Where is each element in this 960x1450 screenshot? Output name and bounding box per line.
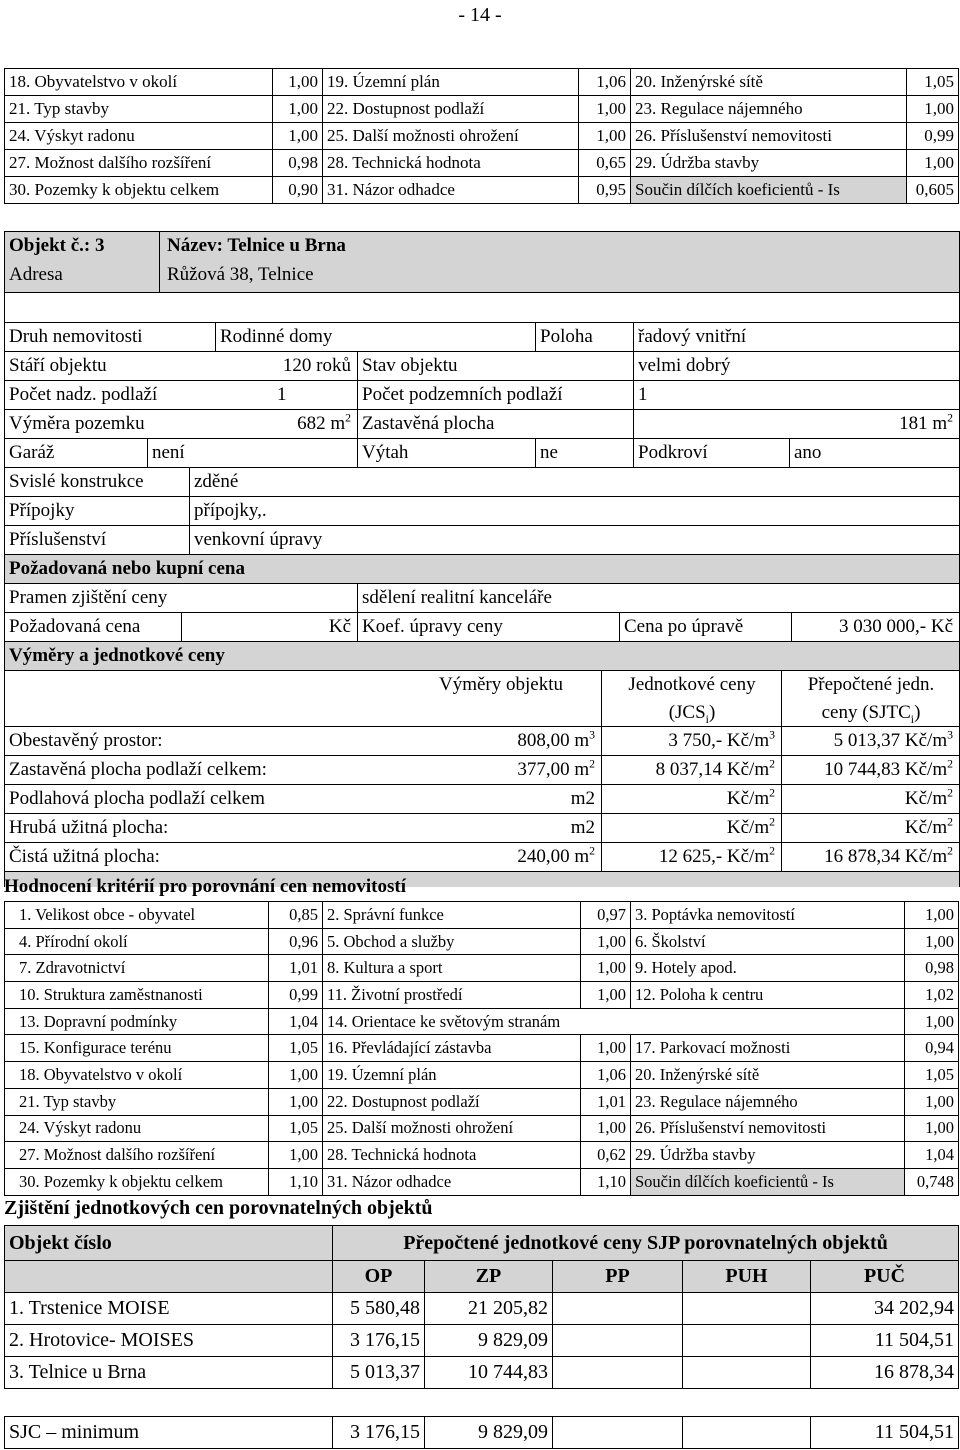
garaz-value: není xyxy=(147,439,357,467)
criterion-value: 1,00 xyxy=(579,96,631,123)
row-podlazi xyxy=(5,380,959,409)
criteria-row xyxy=(5,1088,959,1115)
vymera-value-wrap xyxy=(205,410,357,438)
criterion-value: 0,98 xyxy=(273,150,323,177)
object-name: 1. Trstenice MOISE xyxy=(5,1293,333,1325)
criterion-label: 24. Výskyt radonu xyxy=(5,1115,269,1142)
criterion-value: 1,05 xyxy=(905,1062,959,1089)
criterion-label: 17. Parkovací možnosti xyxy=(631,1035,905,1062)
object-name: 3. Telnice u Brna xyxy=(5,1357,333,1389)
price-cell: 3 176,15 xyxy=(333,1325,425,1357)
col-area: Výměry objektu xyxy=(438,674,563,695)
min-value: 9 829,09 xyxy=(425,1417,553,1449)
col-conv-end: ) xyxy=(914,702,921,723)
object-number: Objekt č.: 3 xyxy=(9,235,105,256)
comparison-row xyxy=(5,1357,959,1389)
price-cell: 5 013,37 xyxy=(333,1357,425,1389)
col-puc: PUČ xyxy=(811,1261,959,1293)
criterion-value: 0,97 xyxy=(581,902,631,929)
unit-price: $Kč/m^2$ xyxy=(601,814,781,842)
zast-value: 181 m xyxy=(899,413,948,434)
col-conv-price xyxy=(781,671,960,727)
zast-label: Zastavěná plocha xyxy=(357,410,633,438)
criterion-value: 1,00 xyxy=(905,1088,959,1115)
col-zp: ZP xyxy=(425,1261,553,1293)
stari-label: Stáří objektu xyxy=(9,355,107,376)
area-row xyxy=(5,813,959,842)
area-row xyxy=(5,755,959,784)
unit-price: 12 625,- $Kč/m^2$ xyxy=(601,843,781,871)
criterion-label: 12. Poloha k centru xyxy=(631,982,905,1009)
criterion-value: 0,99 xyxy=(269,982,323,1009)
druh-value: Rodinné domy xyxy=(215,323,535,351)
criterion-value: 1,00 xyxy=(905,928,959,955)
converted-price: $Kč/m^2$ xyxy=(781,814,959,842)
criterion-label: 16. Převládající zástavba xyxy=(323,1035,581,1062)
criterion-value: 1,00 xyxy=(579,123,631,150)
col-conv-sub: i xyxy=(910,712,915,726)
col-unit-1: Jednotkové ceny xyxy=(628,674,756,695)
criterion-value: 1,00 xyxy=(905,1115,959,1142)
criteria-row xyxy=(5,69,959,96)
criteria-row xyxy=(5,123,959,150)
criteria-row xyxy=(5,902,959,929)
criterion-label: 2. Správní funkce xyxy=(323,902,581,929)
criterion-label: 22. Dostupnost podlaží xyxy=(323,1088,581,1115)
after-price-value: 3 030 000,- Kč xyxy=(791,613,959,641)
pripojky-value: přípojky,. xyxy=(189,497,959,525)
criterion-label: 23. Regulace nájemného xyxy=(631,1088,905,1115)
vymera-unit-exp: 2 xyxy=(345,411,351,425)
zast-unit-exp: 2 xyxy=(947,411,953,425)
area-value: m2 xyxy=(570,788,595,809)
criterion-label: 21. Typ stavby xyxy=(5,96,273,123)
podz-label: Počet podzemních podlaží xyxy=(357,381,633,409)
price-cell: 9 829,09 xyxy=(425,1325,553,1357)
min-value: 11 504,51 xyxy=(811,1417,959,1449)
coef-label: Koef. úpravy ceny xyxy=(357,613,619,641)
criterion-label: 18. Obyvatelstvo v okolí xyxy=(5,1062,269,1089)
pripojky-label: Přípojky xyxy=(9,500,75,521)
criteria-row xyxy=(5,928,959,955)
stav-value: velmi dobrý xyxy=(633,352,959,380)
head-prices: Přepočtené jednotkové ceny SJP porovnatelných objektů xyxy=(333,1226,959,1261)
stav-label: Stav objektu xyxy=(357,352,633,380)
source-label: Pramen zjištění ceny xyxy=(9,587,168,608)
areas-title-text: Výměry a jednotkové ceny xyxy=(9,645,225,666)
criterion-label: 23. Regulace nájemného xyxy=(631,96,907,123)
object-name: Název: Telnice u Brna xyxy=(167,235,346,256)
criterion-label: 29. Údržba stavby xyxy=(631,150,907,177)
criterion-value: 1,00 xyxy=(273,123,323,150)
col-conv-1: Přepočtené jedn. xyxy=(807,674,935,695)
vytah-label: Výtah xyxy=(357,439,535,467)
criterion-value: 1,05 xyxy=(269,1115,323,1142)
price-cell: 21 205,82 xyxy=(425,1293,553,1325)
criterion-label: 28. Technická hodnota xyxy=(323,150,579,177)
unit-price: 8 037,14 $Kč/m^2$ xyxy=(601,756,781,784)
row-source xyxy=(5,583,959,612)
criterion-label: 25. Další možnosti ohrožení xyxy=(323,1115,581,1142)
price-cell xyxy=(553,1293,683,1325)
row-pripojky xyxy=(5,496,959,525)
criterion-label: 19. Územní plán xyxy=(323,1062,581,1089)
price-cell xyxy=(553,1357,683,1389)
criterion-label: 26. Příslušenství nemovitosti xyxy=(631,1115,905,1142)
after-price-label: Cena po úpravě xyxy=(619,613,791,641)
price-cell: 34 202,94 xyxy=(811,1293,959,1325)
criterion-label: 15. Konfigurace terénu xyxy=(5,1035,269,1062)
head-obj: Objekt číslo xyxy=(5,1226,333,1261)
criterion-label: Součin dílčích koeficientů - Is xyxy=(631,177,907,204)
stari-value: 120 roků xyxy=(282,355,351,376)
price-cell: 10 744,83 xyxy=(425,1357,553,1389)
area-value: 240,00 $m^2$ xyxy=(517,844,595,867)
price-cell xyxy=(683,1357,811,1389)
criterion-value: 0,98 xyxy=(905,955,959,982)
criterion-value: 1,10 xyxy=(269,1168,323,1195)
criterion-label: 26. Příslušenství nemovitosti xyxy=(631,123,907,150)
criterion-label: 13. Dopravní podmínky xyxy=(5,1008,269,1035)
row-vymera xyxy=(5,409,959,438)
criterion-label: 30. Pozemky k objektu celkem xyxy=(5,1168,269,1195)
minimum-table xyxy=(4,1416,959,1449)
nadz-value: 1 xyxy=(277,384,287,405)
criterion-value: 1,00 xyxy=(905,1008,959,1035)
price-title-text: Požadovaná nebo kupní cena xyxy=(9,558,245,579)
criterion-value: 1,01 xyxy=(581,1088,631,1115)
criterion-value: 0,94 xyxy=(905,1035,959,1062)
area-label: Podlahová plocha podlaží celkem xyxy=(9,788,265,809)
criterion-label: 1. Velikost obce - obyvatel xyxy=(5,902,269,929)
req-price-unit: Kč xyxy=(181,613,357,641)
comparison-table xyxy=(4,1225,959,1389)
areas-header xyxy=(5,670,959,727)
criteria-row xyxy=(5,1168,959,1195)
garaz-label: Garáž xyxy=(9,442,55,463)
criterion-value: 1,01 xyxy=(269,955,323,982)
criterion-value: 0,99 xyxy=(907,123,959,150)
criterion-label: 31. Názor odhadce xyxy=(323,177,579,204)
price-cell xyxy=(683,1293,811,1325)
poloha-value: řadový vnitřní xyxy=(633,323,959,351)
criterion-label: 27. Možnost dalšího rozšíření xyxy=(5,1142,269,1169)
criterion-value: 0,90 xyxy=(273,177,323,204)
area-value: m2 xyxy=(570,817,595,838)
row-druh xyxy=(5,322,959,351)
svisle-label: Svislé konstrukce xyxy=(9,471,144,492)
vymera-label: Výměra pozemku xyxy=(9,413,145,434)
top-criteria-table xyxy=(4,68,959,204)
criterion-label: 11. Životní prostředí xyxy=(323,982,581,1009)
criteria-row xyxy=(5,1142,959,1169)
source-value: sdělení realitní kanceláře xyxy=(357,584,959,612)
criterion-label: 30. Pozemky k objektu celkem xyxy=(5,177,273,204)
criterion-label: 24. Výskyt radonu xyxy=(5,123,273,150)
col-op: OP xyxy=(333,1261,425,1293)
criterion-label: 10. Struktura zaměstnanosti xyxy=(5,982,269,1009)
criterion-value: 1,00 xyxy=(273,69,323,96)
podkrovi-label: Podkroví xyxy=(633,439,789,467)
area-label: Obestavěný prostor: xyxy=(9,730,163,751)
podkrovi-value: ano xyxy=(789,439,959,467)
criterion-value: 1,00 xyxy=(273,96,323,123)
criterion-value: 1,00 xyxy=(581,928,631,955)
page-number: - 14 - xyxy=(458,4,502,26)
prisl-label: Příslušenství xyxy=(9,529,107,550)
min-value xyxy=(683,1417,811,1449)
criterion-label: 22. Dostupnost podlaží xyxy=(323,96,579,123)
criterion-label: 6. Školství xyxy=(631,928,905,955)
criterion-value: 1,00 xyxy=(269,1142,323,1169)
criterion-value: 1,00 xyxy=(907,150,959,177)
criterion-value: 1,02 xyxy=(905,982,959,1009)
object-header xyxy=(5,232,959,292)
criterion-value: 0,95 xyxy=(579,177,631,204)
row-req-price xyxy=(5,612,959,641)
criteria-row xyxy=(5,1035,959,1062)
row-garaz xyxy=(5,438,959,467)
criterion-value: 1,04 xyxy=(269,1008,323,1035)
criterion-value: 1,00 xyxy=(581,1035,631,1062)
comparison-row xyxy=(5,1293,959,1325)
criteria-row xyxy=(5,96,959,123)
comparison-section-title: Zjištění jednotkových cen porovnatelných objektů xyxy=(4,1197,433,1219)
criteria-row xyxy=(5,955,959,982)
criterion-label: 27. Možnost dalšího rozšíření xyxy=(5,150,273,177)
criterion-label: 4. Přírodní okolí xyxy=(5,928,269,955)
converted-price: 5 013,37 $Kč/m^3$ xyxy=(781,727,959,755)
object-name: 2. Hrotovice- MOISES xyxy=(5,1325,333,1357)
area-label: Hrubá užitná plocha: xyxy=(9,817,169,838)
criterion-value: 0,65 xyxy=(579,150,631,177)
unit-price: 3 750,- $Kč/m^3$ xyxy=(601,727,781,755)
col-unit-2: (JCS xyxy=(668,702,706,723)
svisle-value: zděné xyxy=(189,468,959,496)
price-cell: 5 580,48 xyxy=(333,1293,425,1325)
criterion-label: 8. Kultura a sport xyxy=(323,955,581,982)
row-prisl xyxy=(5,525,959,554)
criterion-label: 29. Údržba stavby xyxy=(631,1142,905,1169)
criterion-label: 19. Územní plán xyxy=(323,69,579,96)
criterion-value: 1,06 xyxy=(579,69,631,96)
criterion-label: 7. Zdravotnictví xyxy=(5,955,269,982)
unit-price: $Kč/m^2$ xyxy=(601,785,781,813)
criteria-row xyxy=(5,1062,959,1089)
row-svisle xyxy=(5,467,959,496)
poloha-label: Poloha xyxy=(535,323,633,351)
prisl-value: venkovní úpravy xyxy=(189,526,959,554)
podz-value: 1 xyxy=(633,381,959,409)
criterion-label: 21. Typ stavby xyxy=(5,1088,269,1115)
criterion-value: 1,10 xyxy=(581,1168,631,1195)
converted-price: 10 744,83 $Kč/m^2$ xyxy=(781,756,959,784)
criterion-value: 0,85 xyxy=(269,902,323,929)
criteria-row xyxy=(5,982,959,1009)
criterion-label: Součin dílčích koeficientů - Is xyxy=(631,1168,905,1195)
criterion-value: 1,00 xyxy=(905,902,959,929)
criterion-value: 1,05 xyxy=(907,69,959,96)
price-cell: 11 504,51 xyxy=(811,1325,959,1357)
criterion-value: 1,05 xyxy=(269,1035,323,1062)
criterion-value: 1,00 xyxy=(581,1115,631,1142)
price-cell: 16 878,34 xyxy=(811,1357,959,1389)
criterion-value: 1,00 xyxy=(581,982,631,1009)
criterion-label: 14. Orientace ke světovým stranám xyxy=(323,1008,905,1035)
price-cell xyxy=(683,1325,811,1357)
criterion-label: 20. Inženýrské sítě xyxy=(631,1062,905,1089)
area-row xyxy=(5,842,959,871)
req-price-label: Požadovaná cena xyxy=(9,616,141,637)
criterion-label: 3. Poptávka nemovitostí xyxy=(631,902,905,929)
address-value: Růžová 38, Telnice xyxy=(167,264,314,285)
min-value: 3 176,15 xyxy=(333,1417,425,1449)
area-value: 377,00 $m^2$ xyxy=(517,757,595,780)
min-row xyxy=(5,1417,959,1449)
object-info-box xyxy=(4,231,960,887)
col-unit-sub: i xyxy=(705,712,709,726)
criterion-label: 18. Obyvatelstvo v okolí xyxy=(5,69,273,96)
criterion-value: 1,00 xyxy=(269,1062,323,1089)
criterion-label: 28. Technická hodnota xyxy=(323,1142,581,1169)
min-value xyxy=(553,1417,683,1449)
criteria-row xyxy=(5,177,959,204)
col-puh: PUH xyxy=(683,1261,811,1293)
criterion-value: 0,605 xyxy=(907,177,959,204)
row-stari xyxy=(5,351,959,380)
vytah-value: ne xyxy=(535,439,633,467)
criterion-value: 1,00 xyxy=(269,1088,323,1115)
price-section-title xyxy=(5,554,959,583)
area-row xyxy=(5,726,959,755)
criterion-label: 5. Obchod a služby xyxy=(323,928,581,955)
col-unit-price xyxy=(601,671,782,727)
nadz-label: Počet nadz. podlaží xyxy=(9,384,158,405)
criterion-value: 1,06 xyxy=(581,1062,631,1089)
criteria-row xyxy=(5,1008,959,1035)
criterion-value: 1,04 xyxy=(905,1142,959,1169)
price-cell xyxy=(553,1325,683,1357)
areas-section-title xyxy=(5,641,959,670)
criterion-label: 31. Názor odhadce xyxy=(323,1168,581,1195)
converted-price: $Kč/m^2$ xyxy=(781,785,959,813)
criterion-label: 9. Hotely apod. xyxy=(631,955,905,982)
col-unit-end: ) xyxy=(708,702,716,723)
criterion-value: 1,00 xyxy=(907,96,959,123)
criterion-value: 0,62 xyxy=(581,1142,631,1169)
col-pp: PP xyxy=(553,1261,683,1293)
vymera-value: 682 m xyxy=(297,413,346,434)
col-conv-2: ceny (SJTC xyxy=(821,702,911,723)
criterion-value: 0,96 xyxy=(269,928,323,955)
address-label: Adresa xyxy=(9,264,63,285)
min-label: SJC – minimum xyxy=(5,1417,333,1449)
criteria-section-title: Hodnocení kritérií pro porovnání cen nemovitostí xyxy=(4,876,406,897)
zast-value-wrap xyxy=(633,410,959,438)
area-label: Zastavěná plocha podlaží celkem: xyxy=(9,759,267,780)
converted-price: 16 878,34 $Kč/m^2$ xyxy=(781,843,959,871)
druh-label: Druh nemovitosti xyxy=(9,326,143,347)
area-row xyxy=(5,784,959,813)
criteria-table xyxy=(4,901,959,1196)
area-label: Čistá užitná plocha: xyxy=(9,846,160,867)
criterion-value: 1,00 xyxy=(581,955,631,982)
criterion-value: 0,748 xyxy=(905,1168,959,1195)
criterion-label: 20. Inženýrské sítě xyxy=(631,69,907,96)
comparison-row xyxy=(5,1325,959,1357)
area-value: 808,00 $m^3$ xyxy=(517,728,595,751)
criterion-label: 25. Další možnosti ohrožení xyxy=(323,123,579,150)
criteria-row xyxy=(5,150,959,177)
criteria-row xyxy=(5,1115,959,1142)
